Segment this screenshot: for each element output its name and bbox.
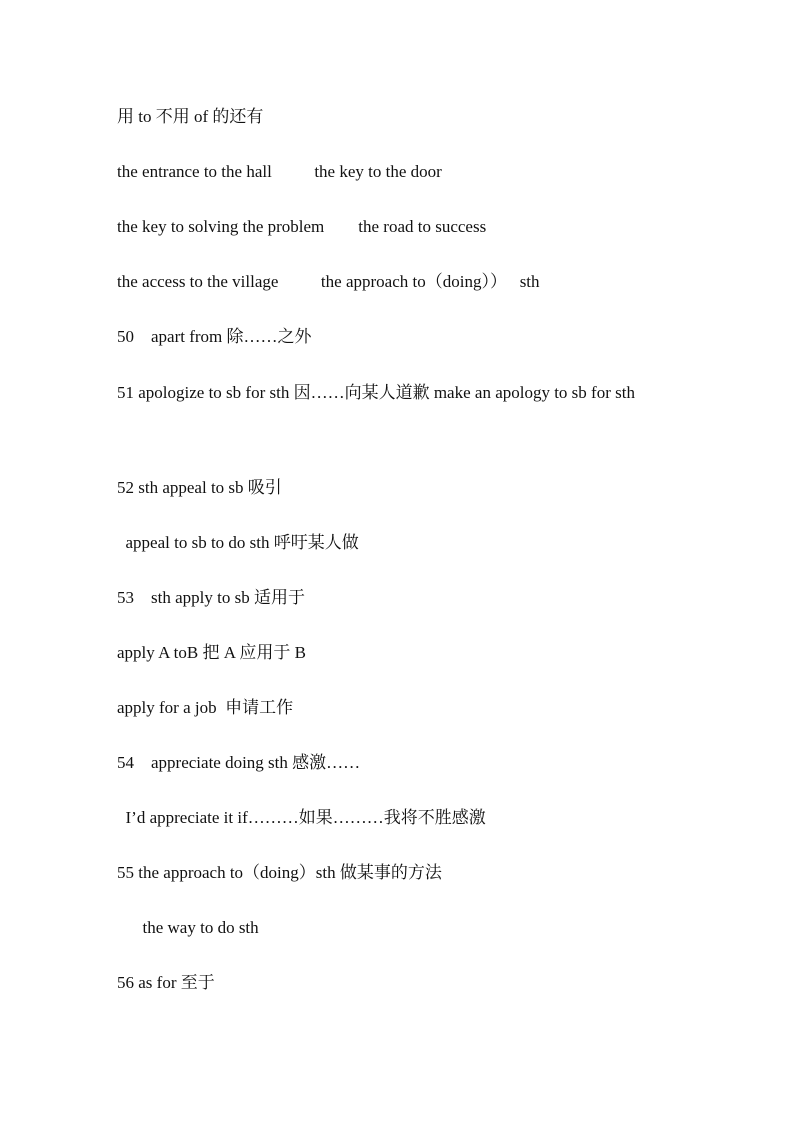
text-line-16: 56 as for 至于 [117, 973, 215, 992]
text-line-6: 51 apologize to sb for sth 因……向某人道歉 make an apology to sb for sth [117, 383, 635, 402]
text-line-8: appeal to sb to do sth 呼吁某人做 [117, 533, 359, 552]
text-line-5: 50 apart from 除……之外 [117, 327, 312, 346]
text-line-1: 用 to 不用 of 的还有 [117, 107, 264, 126]
text-line-7: 52 sth appeal to sb 吸引 [117, 478, 282, 497]
text-line-10: apply A toB 把 A 应用于 B [117, 643, 306, 662]
text-line-9: 53 sth apply to sb 适用于 [117, 588, 305, 607]
text-line-4: the access to the village the approach to（doing）） sth [117, 272, 540, 291]
text-line-15: the way to do sth [117, 918, 259, 937]
text-line-2: the entrance to the hall the key to the door [117, 162, 442, 181]
text-line-12: 54 appreciate doing sth 感激…… [117, 753, 361, 772]
text-line-13: I’d appreciate it if………如果………我将不胜感激 [117, 808, 486, 827]
text-line-14: 55 the approach to（doing）sth 做某事的方法 [117, 863, 442, 882]
text-line-3: the key to solving the problem the road to success [117, 217, 487, 236]
text-line-11: apply for a job 申请工作 [117, 698, 294, 717]
